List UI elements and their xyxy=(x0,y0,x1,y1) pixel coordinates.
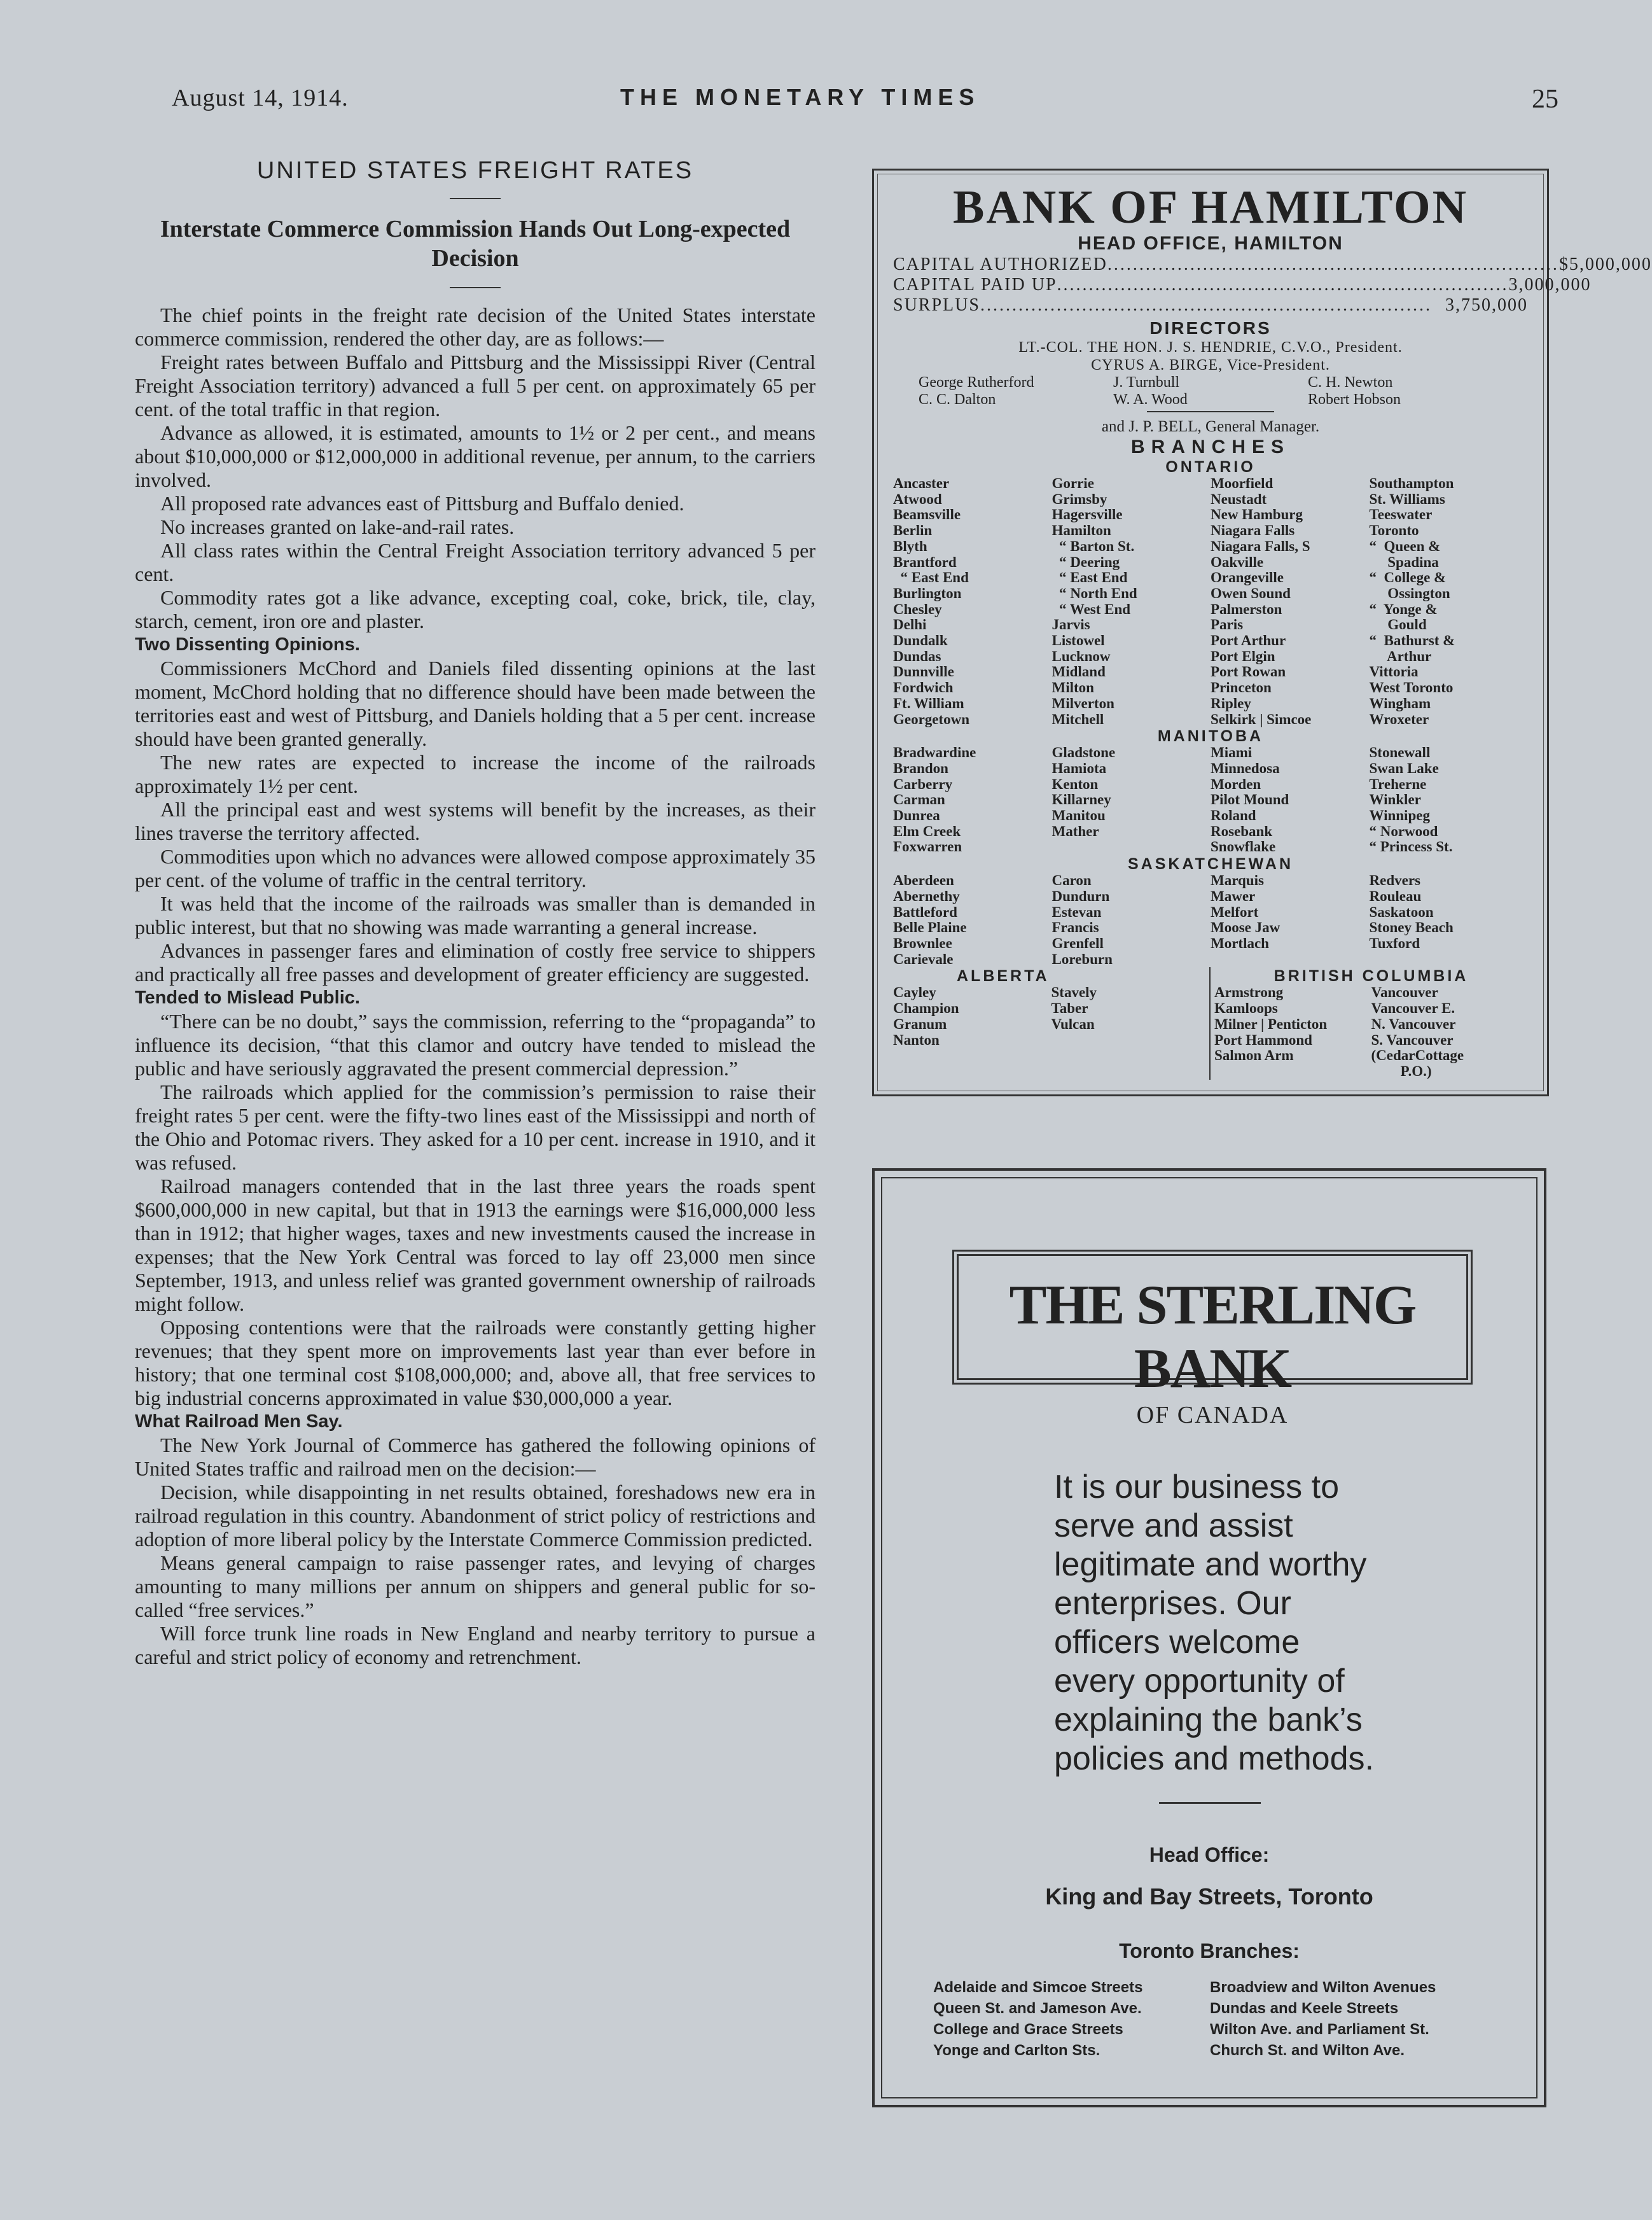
saskatchewan-title: SASKATCHEWAN xyxy=(1127,855,1294,874)
paragraph: Advances in passenger fares and elimination of costly free service to shippers and practically all free passes and development of greater efficiency are suggested. xyxy=(135,939,816,986)
branch-column: Bradwardine Brandon Carberry Carman Dunrea Elm Creek Foxwarren xyxy=(893,744,976,855)
director: Robert Hobson xyxy=(1308,391,1401,408)
alberta-section xyxy=(893,967,1211,1079)
vice-president-line: CYRUS A. BIRGE, Vice-President. xyxy=(1091,357,1330,373)
article-title: UNITED STATES FREIGHT RATES xyxy=(256,157,694,184)
director: George Rutherford xyxy=(919,374,1034,391)
head-office-address: King and Bay Streets, Toronto xyxy=(1045,1883,1373,1909)
surplus-row: SURPLUS ....................................................................... 3,750,000 xyxy=(893,295,1528,315)
paragraph: Railroad managers contended that in the last three years the roads spent $600,000,000 in new capital, but that in 1913 the earnings were $16,000,000 less than in 1912; that higher wages, taxes and new investments caused the increase in expenses; that the New York Central was forced to lay off 23,000 men since September, 1913, and unless relief was granted government ownership of railroads might follow. xyxy=(135,1175,816,1315)
title-rule xyxy=(450,198,501,199)
branch-address: Adelaide and Simcoe Streets xyxy=(933,1979,1143,1996)
section-heading: What Railroad Men Say. xyxy=(135,1411,343,1432)
branch-address: Queen St. and Jameson Ave. xyxy=(933,2000,1142,2017)
branch-column: Stonewall Swan Lake Treherne Winkler Winnipeg “ Norwood “ Princess St. xyxy=(1369,744,1453,855)
general-manager: and J. P. BELL, General Manager. xyxy=(1101,418,1320,435)
subtitle-rule xyxy=(450,287,501,288)
paragraph: Decision, while disappointing in net results obtained, foreshadows new era in railroad regulation in this country. Abandonment of strict policy of restrictions and adoption of more liberal policy by the Interstate Commerce Commission predicted. xyxy=(135,1481,816,1551)
paragraph: All the principal east and west systems will benefit by the increases, as their lines traverse the territory affected. xyxy=(135,798,816,844)
branch-column: Ancaster Atwood Beamsville Berlin Blyth Brantford “ East End Burlington Chesley Delhi Dundalk Dundas Dunnville Fordwich Ft. William Georgetown xyxy=(893,475,970,727)
directors-list xyxy=(893,374,1528,408)
branch-address: Broadview and Wilton Avenues xyxy=(1210,1979,1436,1996)
director: W. A. Wood xyxy=(1113,391,1188,408)
branch-column: Southampton St. Williams Teeswater Toronto “ Queen & Spadina “ College & Ossington “ Yonge & Gould “ Bathurst & Arthur Vittoria West Toronto Wingham Wroxeter xyxy=(1369,475,1455,727)
page-header xyxy=(172,84,1558,122)
director: C. H. Newton xyxy=(1308,374,1393,391)
ontario-branches xyxy=(893,476,1528,727)
paragraph: The new rates are expected to increase the income of the railroads approximately 1½ per cent. xyxy=(135,751,816,797)
paragraph: All proposed rate advances east of Pittsburg and Buffalo denied. xyxy=(160,492,684,515)
branch-column: Caron Dundurn Estevan Francis Grenfell Loreburn xyxy=(1052,872,1113,967)
sterling-bank-ad xyxy=(872,1168,1546,2107)
branch-address: Yonge and Carlton Sts. xyxy=(933,2042,1100,2059)
section-heading: Two Dissenting Opinions. xyxy=(135,634,360,655)
branch-column: Miami Minnedosa Morden Pilot Mound Roland Rosebank Snowflake xyxy=(1211,744,1289,855)
issue-date: August 14, 1914. xyxy=(172,85,349,111)
alberta-bc-branches xyxy=(893,967,1528,1079)
branch-column: Gladstone Hamiota Kenton Killarney Manitou Mather xyxy=(1052,744,1116,839)
paragraph: It was held that the income of the railroads was smaller than is demanded in public interest, but that no showing was made warranting a general increase. xyxy=(135,892,816,939)
director: J. Turnbull xyxy=(1113,374,1180,391)
paragraph: Advance as allowed, it is estimated, amounts to 1½ or 2 per cent., and means about $10,000,000 or $12,000,000 in additional revenue, per annum, to the carriers involved. xyxy=(135,421,816,491)
branch-column: Vancouver Vancouver E. N. Vancouver S. Vancouver (CedarCottage P.O.) xyxy=(1371,984,1464,1079)
bank-name: BANK OF HAMILTON xyxy=(952,181,1469,234)
branch-column: Armstrong Kamloops Milner | Penticton Port Hammond Salmon Arm xyxy=(1214,984,1328,1064)
branch-column: Marquis Mawer Melfort Moose Jaw Mortlach xyxy=(1211,872,1281,951)
toronto-branches-label: Toronto Branches: xyxy=(1119,1939,1300,1962)
bc-title: BRITISH COLUMBIA xyxy=(1274,967,1469,986)
branch-column: Cayley Champion Granum Nanton xyxy=(893,984,959,1048)
publication-title: THE MONETARY TIMES xyxy=(620,84,980,110)
director: C. C. Dalton xyxy=(919,391,996,408)
sterling-slogan: It is our business to serve and assist legitimate and worthy enterprises. Our officers welcome every opportunity of explaining the bank’s policies and methods. xyxy=(1054,1469,1374,1777)
president-line: LT.-COL. THE HON. J. S. HENDRIE, C.V.O., President. xyxy=(1018,339,1403,356)
ontario-title: ONTARIO xyxy=(1165,458,1256,476)
paragraph: No increases granted on lake-and-rail rates. xyxy=(160,515,515,538)
sterling-logo-box xyxy=(952,1250,1473,1428)
manitoba-title: MANITOBA xyxy=(1157,727,1264,746)
paragraph: Will force trunk line roads in New England and nearby territory to pursue a careful and strict policy of economy and retrenchment. xyxy=(135,1622,816,1668)
paragraph: The railroads which applied for the commission’s permission to raise their freight rates 5 per cent. were the fifty-two lines east of the Mississippi and north of the Ohio and Potomac rivers. They asked for a 10 per cent. increase in 1910, and it was refused. xyxy=(135,1080,816,1174)
branch-column: Moorfield Neustadt New Hamburg Niagara Falls Niagara Falls, S Oakville Orangeville Owen Sound Palmerston Paris Port Arthur Port Elgin Port Rowan Princeton Ripley Selkirk | Simcoe xyxy=(1211,475,1312,727)
paragraph: Commissioners McChord and Daniels filed dissenting opinions at the last moment, McChord holding that no difference should have been made between the territories east and west of Pittsburg, and Daniels holding that a 5 per cent. increase should have been granted generally. xyxy=(135,657,816,750)
bank-of-hamilton-ad xyxy=(872,169,1652,1096)
sterling-rule xyxy=(1159,1802,1261,1804)
directors-title: DIRECTORS xyxy=(1149,318,1272,338)
article-subtitle: Interstate Commerce Commission Hands Out Long-expected Decision xyxy=(160,216,791,272)
branch-address: College and Grace Streets xyxy=(933,2021,1123,2038)
alberta-title: ALBERTA xyxy=(957,967,1050,986)
toronto-branches-list xyxy=(933,1977,1506,2061)
branch-column: Gorrie Grimsby Hagersville Hamilton “ Barton St. “ Deering “ East End “ North End “ West End Jarvis Listowel Lucknow Midland Milton Milverton Mitchell xyxy=(1052,475,1137,727)
paragraph: Commodities upon which no advances were allowed compose approximately 35 per cent. of the volume of traffic in the central territory. xyxy=(135,845,816,891)
freight-rates-article xyxy=(135,159,816,1669)
branch-column: Redvers Rouleau Saskatoon Stoney Beach Tuxford xyxy=(1369,872,1454,951)
paragraph: The chief points in the freight rate decision of the United States interstate commerce commission, rendered the other day, are as follows:— xyxy=(135,304,816,350)
branch-column: Stavely Taber Vulcan xyxy=(1051,984,1097,1032)
branch-address: Wilton Ave. and Parliament St. xyxy=(1210,2021,1429,2038)
head-office: HEAD OFFICE, HAMILTON xyxy=(1078,233,1343,254)
saskatchewan-branches xyxy=(893,873,1528,967)
bc-section xyxy=(1211,967,1528,1079)
sterling-bank-name: THE STERLING BANK xyxy=(1009,1274,1416,1400)
branch-address: Church St. and Wilton Ave. xyxy=(1210,2042,1405,2059)
directors-rule xyxy=(1147,411,1274,412)
paragraph: The New York Journal of Commerce has gathered the following opinions of United States traffic and railroad men on the decision:— xyxy=(135,1434,816,1480)
paragraph: All class rates within the Central Freight Association territory advanced 5 per cent. xyxy=(135,539,816,585)
paragraph: Means general campaign to raise passenger rates, and levying of charges amounting to many millions per annum on shippers and general public for so-called “free services.” xyxy=(135,1551,816,1621)
paragraph: “There can be no doubt,” says the commission, referring to the “propaganda” to influence its decision, “that this clamor and outcry have tended to mislead the public and have seriously aggravated the present commercial depression.” xyxy=(135,1010,816,1080)
page-number: 25 xyxy=(1532,85,1558,114)
manitoba-branches xyxy=(893,745,1528,855)
branch-column: Aberdeen Abernethy Battleford Belle Plaine Brownlee Carievale xyxy=(893,872,967,967)
paragraph: Commodity rates got a like advance, excepting coal, coke, brick, tile, clay, starch, cement, iron ore and plaster. xyxy=(135,586,816,632)
branches-title: BRANCHES xyxy=(1130,436,1290,457)
sterling-of-canada: OF CANADA xyxy=(1136,1402,1289,1428)
paragraph: Opposing contentions were that the railroads were constantly getting higher revenues; that they spent more on improvements last year than ever before in history; that one terminal cost $108,000,000; and, above all, that free services to big industrial concerns approximated in value $30,000,000 a year. xyxy=(135,1316,816,1409)
paragraph: Freight rates between Buffalo and Pittsburg and the Mississippi River (Central Freight Association territory) advanced a full 5 per cent. on approximately 65 per cent. of the total traffic in that region. xyxy=(135,351,816,421)
capital-authorized-row: CAPITAL AUTHORIZED ....................................................................... $5,000,000 xyxy=(893,255,1652,274)
branch-address: Dundas and Keele Streets xyxy=(1210,2000,1399,2017)
capital-paid-row: CAPITAL PAID UP ....................................................................... 3,000,000 xyxy=(893,275,1592,295)
section-heading: Tended to Mislead Public. xyxy=(135,988,360,1008)
head-office-label: Head Office: xyxy=(1149,1843,1270,1866)
